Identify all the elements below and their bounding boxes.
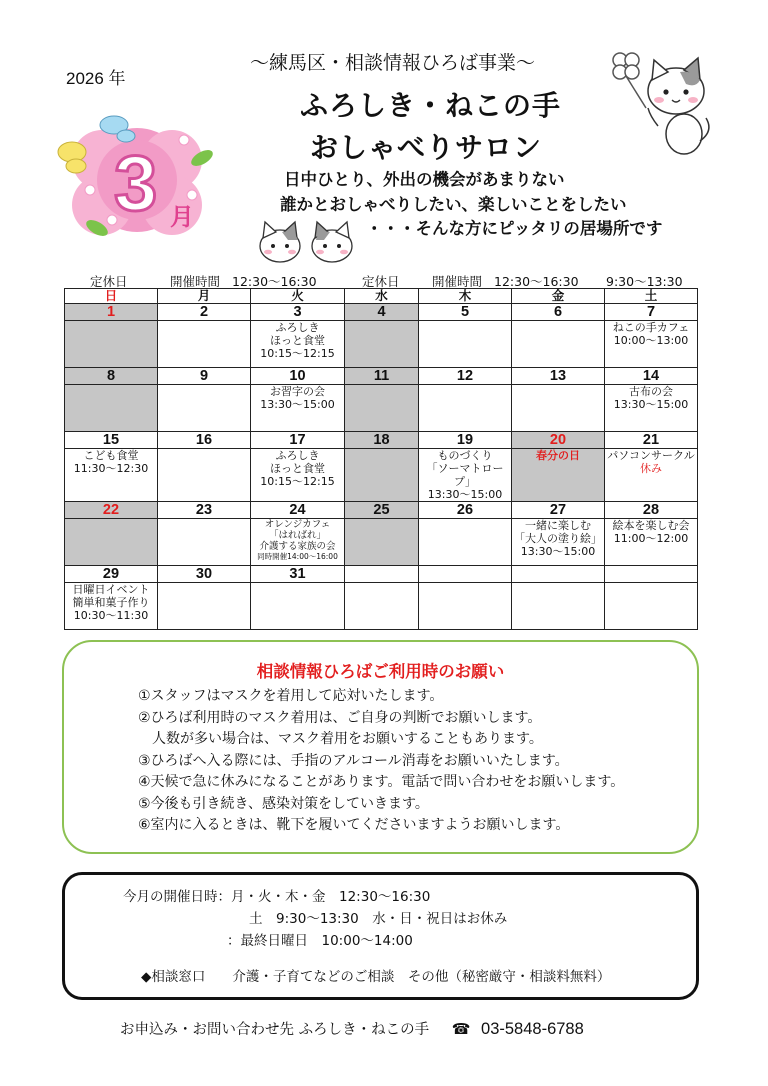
schedule-labels: [64, 272, 704, 288]
year-label: 2026 年: [66, 69, 126, 88]
calendar-table: [64, 288, 698, 630]
event-cell: ものづくり 「ソーマトロープ」 13:30〜15:00: [419, 449, 512, 502]
date-cell: 31: [251, 566, 345, 583]
page-title-line2: おしゃべりサロン: [310, 131, 543, 164]
date-cell: 15: [65, 432, 158, 449]
event-row: [65, 449, 698, 502]
event-cell: [158, 519, 251, 566]
event-cell: [65, 519, 158, 566]
date-cell: [345, 566, 419, 583]
notice-item: ⑤今後も引き続き、感染対策をしていきます。: [138, 795, 429, 812]
date-row: [65, 368, 698, 385]
cancelled-note: 休み: [640, 462, 662, 475]
event-cell: [512, 385, 605, 432]
event-row: [65, 519, 698, 566]
date-cell: 25: [345, 502, 419, 519]
tagline-2: 誰かとおしゃべりしたい、楽しいことをしたい: [280, 195, 627, 214]
event-cell: [158, 385, 251, 432]
date-cell: 21: [605, 432, 698, 449]
event-cell: お習字の会 13:30〜15:00: [251, 385, 345, 432]
date-cell: 30: [158, 566, 251, 583]
notice-item: ④天候で急に休みになることがあります。電話で問い合わせをお願いします。: [138, 774, 625, 790]
event-cell: [605, 583, 698, 630]
event-cell: [158, 321, 251, 368]
date-cell: 24: [251, 502, 345, 519]
event-row: [65, 321, 698, 368]
weekday-sat: 土: [605, 289, 698, 304]
date-cell: 1: [65, 304, 158, 321]
event-cell: 絵本を楽しむ会 11:00〜12:00: [605, 519, 698, 566]
date-cell: 8: [65, 368, 158, 385]
two-cats-icon: [254, 218, 364, 266]
page-title-line1: ふろしき・ねこの手: [300, 89, 562, 122]
date-row: [65, 304, 698, 321]
closed-label-wed: 定休日: [362, 274, 400, 289]
date-cell: 29: [65, 566, 158, 583]
event-cell-orange-cafe: [251, 519, 345, 566]
notice-box: [62, 640, 699, 854]
event-row: [65, 583, 698, 630]
event-cell: [65, 321, 158, 368]
event-cell: ふろしき ほっと食堂 10:15〜12:15: [251, 449, 345, 502]
event-cell: [345, 385, 419, 432]
contact-line: [120, 1018, 584, 1039]
weekday-tue: 火: [251, 289, 345, 304]
event-cell: [345, 449, 419, 502]
event-cell: [158, 583, 251, 630]
event-cell: ねこの手カフェ 10:00〜13:00: [605, 321, 698, 368]
date-cell: [512, 566, 605, 583]
date-cell-holiday: 20: [512, 432, 605, 449]
date-cell: [605, 566, 698, 583]
hours-fri: 12:30〜16:30: [494, 274, 579, 289]
weekday-mon: 月: [158, 289, 251, 304]
contact-label: お申込み・お問い合わせ先 ふろしき・ねこの手: [120, 1022, 430, 1038]
month-badge: [52, 100, 222, 250]
date-cell: 27: [512, 502, 605, 519]
tagline-1: 日中ひとり、外出の機会があまりない: [284, 170, 565, 189]
date-cell: 2: [158, 304, 251, 321]
date-cell: 16: [158, 432, 251, 449]
event-cell: [512, 321, 605, 368]
subtitle: 〜練馬区・相談情報ひろば事業〜: [250, 52, 536, 74]
date-cell: 14: [605, 368, 698, 385]
date-cell: 5: [419, 304, 512, 321]
date-cell: 7: [605, 304, 698, 321]
date-cell: 23: [158, 502, 251, 519]
weekday-wed: 水: [345, 289, 419, 304]
info-line: 土 9:30〜13:30 水・日・祝日はお休み: [249, 911, 508, 927]
event-cell: [251, 583, 345, 630]
date-cell: 9: [158, 368, 251, 385]
butterfly-icon: [58, 142, 86, 173]
consultation-line: ◆相談窓口 介護・子育てなどのご相談 その他（秘密厳守・相談料無料）: [141, 969, 611, 985]
date-cell: 13: [512, 368, 605, 385]
event-cell: 古布の会 13:30〜15:00: [605, 385, 698, 432]
notice-item: ①スタッフはマスクを着用して応対いたします。: [138, 688, 444, 704]
date-row: [65, 566, 698, 583]
date-cell: 10: [251, 368, 345, 385]
notice-list: [138, 686, 624, 837]
date-cell: 11: [345, 368, 419, 385]
event-cell: [419, 519, 512, 566]
date-cell: 12: [419, 368, 512, 385]
date-row: [65, 432, 698, 449]
event-cell: [158, 449, 251, 502]
event-title: オレンジカフェ 「はればれ」 介護する家族の会: [259, 519, 336, 552]
weekday-thu: 木: [419, 289, 512, 304]
month-char: 月: [170, 203, 194, 231]
date-cell: 3: [251, 304, 345, 321]
event-cell: [419, 583, 512, 630]
cat-with-clover-icon: [606, 46, 716, 156]
date-cell: 19: [419, 432, 512, 449]
event-cell-pc-circle: [605, 449, 698, 502]
tagline-3: ・・・そんな方にピッタリの居場所です: [366, 219, 663, 238]
event-subnote: 同時開催14:00〜16:00: [257, 552, 338, 561]
date-cell: 28: [605, 502, 698, 519]
weekday-sun: 日: [65, 289, 158, 304]
notice-item: 人数が多い場合は、マスク着用をお願いすることもあります。: [138, 731, 543, 747]
event-cell: [65, 385, 158, 432]
info-box: [62, 872, 699, 1000]
info-line: 今月の開催日時：月・火・木・金 12:30〜16:30: [123, 889, 431, 905]
closed-label-sun: 定休日: [90, 274, 128, 289]
date-cell: 17: [251, 432, 345, 449]
notice-title: 相談情報ひろばご利用時のお願い: [256, 662, 505, 681]
event-cell: [512, 583, 605, 630]
date-row: [65, 502, 698, 519]
holiday-label: 春分の日: [512, 449, 605, 502]
weekday-fri: 金: [512, 289, 605, 304]
date-cell: 18: [345, 432, 419, 449]
event-cell: [419, 385, 512, 432]
date-cell: 6: [512, 304, 605, 321]
event-cell: こども食堂 11:30〜12:30: [65, 449, 158, 502]
event-cell: [345, 321, 419, 368]
date-cell: [419, 566, 512, 583]
date-cell: 22: [65, 502, 158, 519]
event-cell: 一緒に楽しむ 「大人の塗り絵」 13:30〜15:00: [512, 519, 605, 566]
hours-label-tue: 開催時間: [170, 274, 221, 289]
info-line: ：最終日曜日 10:00〜14:00: [227, 933, 413, 949]
hours-label-fri: 開催時間: [432, 274, 483, 289]
hours-sat: 9:30〜13:30: [606, 274, 683, 289]
event-cell: [345, 583, 419, 630]
notice-item: ②ひろば利用時のマスク着用は、ご自身の判断でお願いします。: [138, 709, 542, 726]
event-title: パソコンサークル: [607, 449, 695, 462]
date-cell: 26: [419, 502, 512, 519]
event-cell: [419, 321, 512, 368]
phone-number: 03-5848-6788: [481, 1020, 584, 1038]
weekday-header-row: [65, 289, 698, 304]
notice-item: ③ひろばへ入る際には、手指のアルコール消毒をお願いいたします。: [138, 752, 569, 769]
date-cell: 4: [345, 304, 419, 321]
notice-item: ⑥室内に入るときは、靴下を履いてくださいますようお願いします。: [138, 817, 570, 833]
phone-icon: ☎: [451, 1020, 471, 1038]
month-number: 3: [114, 139, 158, 227]
event-row: [65, 385, 698, 432]
hours-tue: 12:30〜16:30: [232, 274, 317, 289]
event-cell: 日曜日イベント 簡単和菓子作り 10:30〜11:30: [65, 583, 158, 630]
event-cell: ふろしき ほっと食堂 10:15〜12:15: [251, 321, 345, 368]
event-cell: [345, 519, 419, 566]
